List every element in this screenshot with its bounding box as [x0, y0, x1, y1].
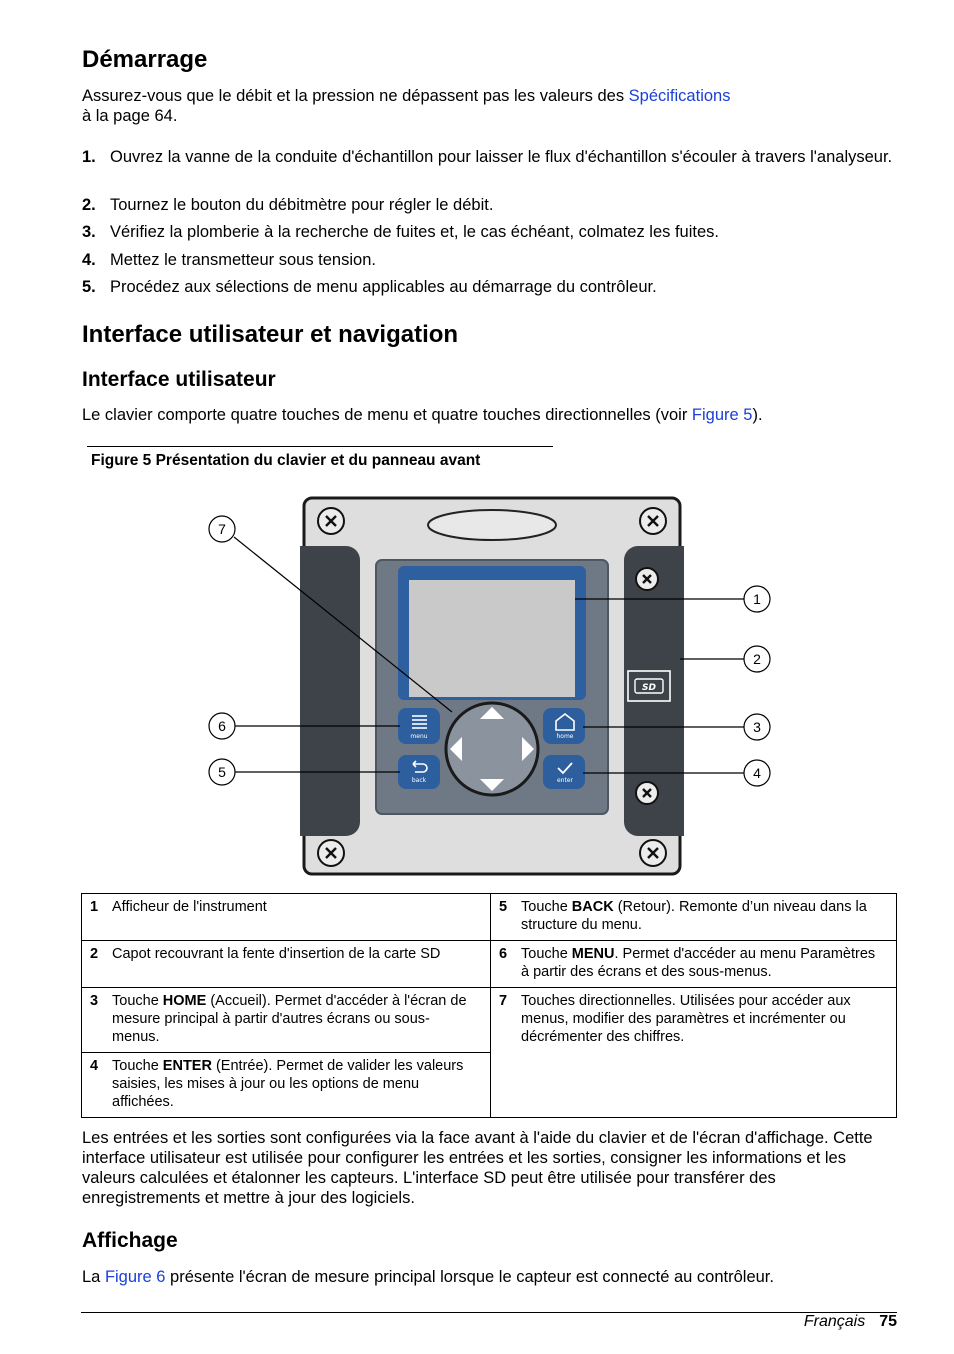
- top-oval: [428, 510, 556, 540]
- legend-cell: 6 Touche MENU. Permet d'accéder au menu Paramètres à partir des écrans et des sous-menus.: [491, 941, 897, 988]
- home-button[interactable]: [543, 708, 585, 744]
- intro-text: Assurez-vous que le débit et la pression ne dépassent pas les valeurs des: [82, 87, 629, 105]
- callout-4: 4: [753, 765, 761, 781]
- instrument-display: [409, 580, 575, 697]
- page-number: 75: [879, 1313, 897, 1330]
- figure6-link[interactable]: Figure 6: [104, 1268, 166, 1286]
- interface-intro: Le clavier comporte quatre touches de menu et quatre touches directionnelles (voir Figure 5).: [82, 406, 763, 424]
- figure5-link[interactable]: Figure 5: [691, 406, 753, 424]
- enter-button[interactable]: [543, 755, 585, 789]
- legend-cell: 3 Touche HOME (Accueil). Permet d'accéder à l'écran de mesure principal à partir d'autres écrans ou sous-menus.: [82, 988, 491, 1053]
- back-button[interactable]: [398, 755, 440, 789]
- menu-button[interactable]: [398, 708, 440, 744]
- legend-cell: 1 Afficheur de l'instrument: [82, 894, 491, 941]
- legend-cell: 4 Touche ENTER (Entrée). Permet de valider les valeurs saisies, les mises à jour ou les options de menu affichées.: [82, 1053, 491, 1118]
- legend-cell: 2 Capot recouvrant la fente d'insertion de la carte SD: [82, 941, 491, 988]
- legend-cell: 5 Touche BACK (Retour). Remonte d’un niveau dans la structure du menu.: [491, 894, 897, 941]
- subsection-title-interface: Interface utilisateur: [82, 368, 276, 391]
- footer-rule: [81, 1312, 897, 1313]
- figure-caption: Figure 5 Présentation du clavier et du panneau avant: [91, 452, 481, 469]
- callout-3: 3: [753, 719, 761, 735]
- callout-2: 2: [753, 651, 761, 667]
- display-intro: La Figure 6 présente l'écran de mesure principal lorsque le capteur est connecté au contrôleur.: [82, 1268, 774, 1286]
- section-title-demarrage: Démarrage: [82, 46, 208, 73]
- section-title-interface-navigation: Interface utilisateur et navigation: [82, 321, 459, 348]
- left-grip: [300, 546, 360, 836]
- page-footer: [804, 1313, 897, 1331]
- body-paragraph: Les entrées et les sorties sont configurées via la face avant à l'aide du clavier et de l'écran d'affichage. Cette interface utilisateur est utilisée pour configurer les entrées et les sorties, consigner les informations et les valeurs calculées et étalonner les capteurs. L'interface SD peut être utilisée pour transférer des enregistrements et mettre à jour des logiciels.: [82, 1129, 873, 1207]
- legend-table: [81, 893, 897, 1118]
- section-title-affichage: Affichage: [82, 1229, 178, 1252]
- svg-text:enter: enter: [556, 777, 574, 784]
- svg-text:back: back: [411, 777, 427, 784]
- legend-cell: 7 Touches directionnelles. Utilisées pour accéder aux menus, modifier des paramètres et incrémenter ou décrémenter des chiffres.: [491, 988, 897, 1118]
- callout-1: 1: [753, 591, 761, 607]
- svg-text:SD: SD: [642, 683, 656, 693]
- callout-6: 6: [218, 718, 226, 734]
- intro-page-ref: à la page 64.: [82, 107, 178, 125]
- callout-7: 7: [218, 521, 226, 537]
- svg-text:menu: menu: [410, 733, 428, 740]
- footer-language: Français: [803, 1313, 866, 1330]
- callout-5: 5: [218, 764, 226, 780]
- svg-text:home: home: [556, 733, 574, 740]
- specifications-link[interactable]: Spécifications: [628, 87, 731, 105]
